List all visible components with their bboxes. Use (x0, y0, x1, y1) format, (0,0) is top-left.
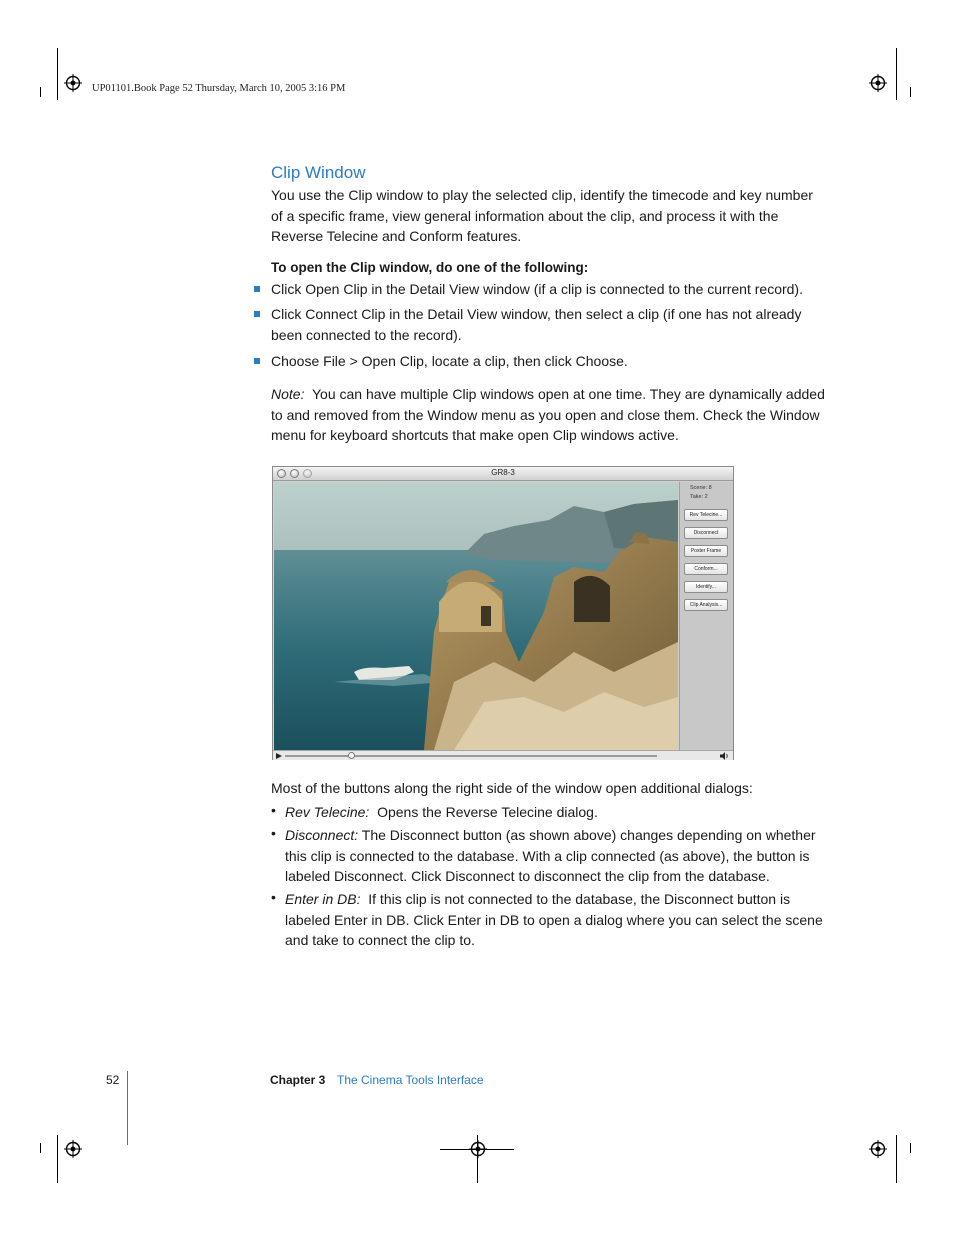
registration-mark-icon (869, 74, 887, 92)
definition-text: The Disconnect button (as shown above) changes depending on whether this clip is connected to the database. With a clip connected (as above), the button is labeled Disconnect. Click Disconnect to disconnect the clip from the database. (285, 827, 816, 884)
registration-mark-icon (64, 1140, 82, 1158)
bullet-icon: • (271, 889, 276, 905)
footer-chapter-title: The Cinema Tools Interface (337, 1073, 484, 1087)
registration-mark-icon (869, 1140, 887, 1158)
note-text: You can have multiple Clip windows open at one time. They are dynamically added to and removed from the Window menu as you open and close them. Check the Window menu for keyboard shortcuts that make open Clip windows active. (271, 386, 825, 443)
crop-mark (910, 87, 911, 97)
procedure-heading: To open the Clip window, do one of the following: (271, 260, 589, 275)
santorini-photo (274, 482, 678, 750)
clip-analysis-button[interactable]: Clip Analysis... (684, 599, 728, 611)
crop-mark (896, 1135, 897, 1183)
print-slug: UP01101.Book Page 52 Thursday, March 10, 2005 3:16 PM (92, 83, 346, 94)
volume-icon[interactable] (720, 752, 729, 760)
bullet-icon (254, 358, 260, 364)
buttons-intro-paragraph: Most of the buttons along the right side of the window open additional dialogs: (271, 780, 753, 796)
rev-telecine-button[interactable]: Rev Telecine... (684, 509, 728, 521)
clip-frame-image (274, 482, 678, 750)
list-item: Click Connect Clip in the Detail View window, then select a clip (if one has not already been connected to the record). (271, 306, 802, 343)
page-number: 52 (106, 1073, 120, 1087)
definition-text: If this clip is not connected to the database, the Disconnect button is labeled Enter in DB. Click Enter in DB to open a dialog where you can select the scene and take to connect the clip to. (285, 891, 823, 948)
crop-mark (57, 1135, 58, 1183)
take-label: Take: 2 (690, 494, 708, 500)
definition-term: Disconnect: (285, 827, 359, 843)
play-icon[interactable] (276, 753, 282, 759)
bullet-icon (254, 286, 260, 292)
crop-mark (896, 48, 897, 100)
poster-frame-button[interactable]: Poster Frame (684, 545, 728, 557)
registration-mark-icon (64, 74, 82, 92)
list-item: Click Open Clip in the Detail View window (if a clip is connected to the current record). (271, 281, 803, 297)
intro-paragraph: You use the Clip window to play the selected clip, identify the timecode and key number of a specific frame, view general information about the clip, and process it with the Reverse Telecine and Conform features. (271, 187, 813, 244)
identify-button[interactable]: Identify... (684, 581, 728, 593)
clip-info-panel (679, 482, 733, 750)
bullet-icon: • (271, 802, 276, 818)
note-label: Note: (271, 386, 305, 402)
bullet-icon (254, 311, 260, 317)
crop-mark (477, 1135, 478, 1183)
bullet-icon: • (271, 825, 276, 841)
definition-text: Opens the Reverse Telecine dialog. (377, 804, 598, 820)
definition-item (285, 802, 827, 823)
crop-mark (40, 87, 41, 97)
clip-window (272, 466, 734, 760)
disconnect-button[interactable]: Disconnect (684, 527, 728, 539)
window-titlebar (273, 467, 733, 481)
conform-button[interactable]: Conform... (684, 563, 728, 575)
definition-term: Enter in DB: (285, 891, 361, 907)
note-paragraph (271, 384, 827, 446)
playhead-handle[interactable] (348, 752, 355, 759)
scene-label: Scene: 8 (690, 485, 712, 491)
crop-mark (910, 1143, 911, 1153)
definition-item (285, 889, 827, 951)
footer-rule (127, 1071, 128, 1145)
playback-bar (273, 750, 733, 760)
crop-mark (57, 48, 58, 100)
section-heading: Clip Window (271, 163, 366, 182)
definition-term: Rev Telecine: (285, 804, 370, 820)
footer-chapter: Chapter 3 (270, 1073, 326, 1087)
crop-mark (40, 1143, 41, 1153)
window-title: GR8-3 (491, 468, 515, 477)
definition-item (285, 825, 827, 887)
scrub-track[interactable] (285, 755, 657, 757)
list-item: Choose File > Open Clip, locate a clip, then click Choose. (271, 353, 628, 369)
